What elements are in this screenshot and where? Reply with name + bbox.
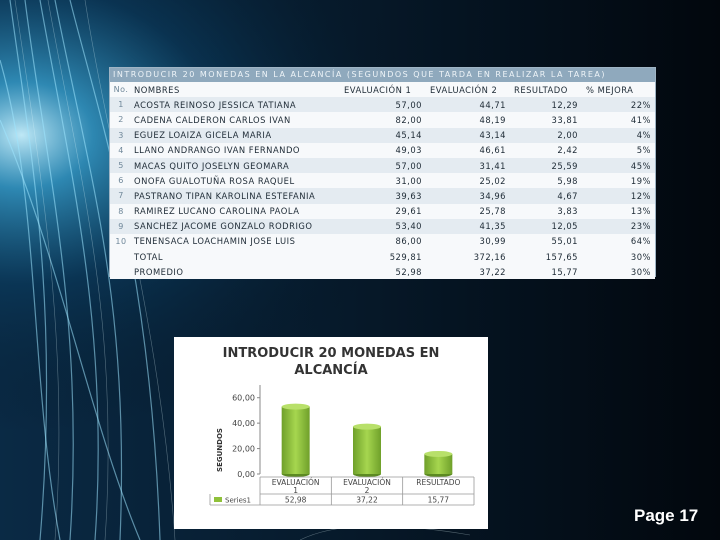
row-mejora: 45% <box>584 158 655 173</box>
row-ev2: 25,78 <box>428 204 512 219</box>
bar-chart-card <box>174 337 488 529</box>
row-ev1: 53,40 <box>342 219 428 234</box>
chart-title-line1: INTRODUCIR 20 MONEDAS EN <box>222 346 440 361</box>
row-ev1: 29,61 <box>342 204 428 219</box>
header-mejora: % MEJORA <box>584 82 655 97</box>
row-ev1: 57,00 <box>342 158 428 173</box>
row-resultado: 2,42 <box>512 143 584 158</box>
row-ev2: 31,41 <box>428 158 512 173</box>
table-promedio-row <box>110 264 655 279</box>
promedio-label: PROMEDIO <box>132 264 342 279</box>
row-no: 2 <box>110 112 132 127</box>
chart-bar-top <box>424 451 452 457</box>
total-mejora: 30% <box>584 249 655 264</box>
chart-y-tick-label: 20,00 <box>232 444 255 454</box>
table-row <box>110 219 655 234</box>
chart-bar <box>424 454 452 474</box>
row-ev2: 34,96 <box>428 188 512 203</box>
row-ev1: 57,00 <box>342 97 428 112</box>
chart-category-label: EVALUACIÓN <box>271 478 320 487</box>
header-nombres: NOMBRES <box>132 82 342 97</box>
row-resultado: 12,29 <box>512 97 584 112</box>
row-no: 7 <box>110 188 132 203</box>
chart-legend-swatch <box>214 497 222 502</box>
row-resultado: 4,67 <box>512 188 584 203</box>
row-nombre: SANCHEZ JACOME GONZALO RODRIGO <box>132 219 342 234</box>
row-resultado: 12,05 <box>512 219 584 234</box>
page-number: Page 17 <box>634 506 699 525</box>
row-mejora: 4% <box>584 128 655 143</box>
header-resultado: RESULTADO <box>512 82 584 97</box>
table-row <box>110 128 655 143</box>
promedio-resultado: 15,77 <box>512 264 584 279</box>
row-ev1: 82,00 <box>342 112 428 127</box>
row-ev1: 39,63 <box>342 188 428 203</box>
chart-y-tick-label: 60,00 <box>232 393 255 403</box>
row-mejora: 12% <box>584 188 655 203</box>
row-no: 10 <box>110 234 132 249</box>
row-ev2: 43,14 <box>428 128 512 143</box>
chart-value-label: 37,22 <box>356 495 378 505</box>
results-table-card <box>109 67 656 277</box>
table-header-row <box>110 82 655 97</box>
row-resultado: 25,59 <box>512 158 584 173</box>
chart-ylabel: SEGUNDOS <box>216 428 224 472</box>
chart-y-tick-label: 0,00 <box>237 470 255 479</box>
chart-bar-top <box>282 404 310 410</box>
row-ev1: 49,03 <box>342 143 428 158</box>
bar-chart <box>174 337 488 529</box>
row-no: 1 <box>110 97 132 112</box>
row-ev2: 41,35 <box>428 219 512 234</box>
row-nombre: CADENA CALDERON CARLOS IVAN <box>132 112 342 127</box>
row-mejora: 5% <box>584 143 655 158</box>
row-mejora: 23% <box>584 219 655 234</box>
table-title: INTRODUCIR 20 MONEDAS EN LA ALCANCÍA (SEGUNDOS QUE TARDA EN REALIZAR LA TAREA) <box>110 68 655 82</box>
row-nombre: RAMIREZ LUCANO CAROLINA PAOLA <box>132 204 342 219</box>
row-nombre: MACAS QUITO JOSELYN GEOMARA <box>132 158 342 173</box>
row-nombre: PASTRANO TIPAN KAROLINA ESTEFANIA <box>132 188 342 203</box>
row-mejora: 19% <box>584 173 655 188</box>
promedio-mejora: 30% <box>584 264 655 279</box>
chart-category-label: 2 <box>364 486 370 495</box>
chart-category-label: EVALUACIÓN <box>343 478 391 487</box>
row-no: 8 <box>110 204 132 219</box>
row-resultado: 5,98 <box>512 173 584 188</box>
row-no: 6 <box>110 173 132 188</box>
table-row <box>110 97 655 112</box>
row-ev1: 31,00 <box>342 173 428 188</box>
row-ev2: 30,99 <box>428 234 512 249</box>
row-mejora: 22% <box>584 97 655 112</box>
row-no: 4 <box>110 143 132 158</box>
table-total-row <box>110 249 655 264</box>
row-ev2: 44,71 <box>428 97 512 112</box>
promedio-ev1: 52,98 <box>342 264 428 279</box>
row-mejora: 13% <box>584 204 655 219</box>
row-nombre: LLANO ANDRANGO IVAN FERNANDO <box>132 143 342 158</box>
chart-value-label: 15,77 <box>427 495 450 505</box>
results-table <box>110 82 655 279</box>
row-nombre: TENENSACA LOACHAMIN JOSE LUIS <box>132 234 342 249</box>
chart-y-tick-label: 40,00 <box>232 419 255 429</box>
chart-bar <box>353 427 381 474</box>
table-row <box>110 143 655 158</box>
total-resultado: 157,65 <box>512 249 584 264</box>
chart-category-label: 1 <box>293 486 299 495</box>
row-nombre: EGUEZ LOAIZA GICELA MARIA <box>132 128 342 143</box>
total-ev2: 372,16 <box>428 249 512 264</box>
total-label: TOTAL <box>132 249 342 264</box>
chart-value-label: 52,98 <box>284 495 307 505</box>
total-ev1: 529,81 <box>342 249 428 264</box>
chart-category-label: RESULTADO <box>416 478 461 487</box>
chart-bar-top <box>353 424 381 430</box>
row-no: 3 <box>110 128 132 143</box>
row-mejora: 64% <box>584 234 655 249</box>
header-ev2: EVALUACIÓN 2 <box>428 82 512 97</box>
table-row <box>110 158 655 173</box>
header-ev1: EVALUACIÓN 1 <box>342 82 428 97</box>
row-ev1: 45,14 <box>342 128 428 143</box>
row-ev2: 46,61 <box>428 143 512 158</box>
row-nombre: ACOSTA REINOSO JESSICA TATIANA <box>132 97 342 112</box>
table-row <box>110 188 655 203</box>
row-ev2: 25,02 <box>428 173 512 188</box>
table-row <box>110 204 655 219</box>
row-resultado: 33,81 <box>512 112 584 127</box>
chart-bar <box>282 407 310 474</box>
chart-title-line2: ALCANCÍA <box>294 363 368 378</box>
row-resultado: 2,00 <box>512 128 584 143</box>
chart-legend-label: Series1 <box>225 496 251 505</box>
row-mejora: 41% <box>584 112 655 127</box>
row-resultado: 3,83 <box>512 204 584 219</box>
header-no: No. <box>110 82 132 97</box>
table-row <box>110 173 655 188</box>
row-nombre: ONOFA GUALOTUÑA ROSA RAQUEL <box>132 173 342 188</box>
row-no: 9 <box>110 219 132 234</box>
row-no: 5 <box>110 158 132 173</box>
row-ev1: 86,00 <box>342 234 428 249</box>
table-row <box>110 112 655 127</box>
row-resultado: 55,01 <box>512 234 584 249</box>
promedio-ev2: 37,22 <box>428 264 512 279</box>
row-ev2: 48,19 <box>428 112 512 127</box>
table-row <box>110 234 655 249</box>
